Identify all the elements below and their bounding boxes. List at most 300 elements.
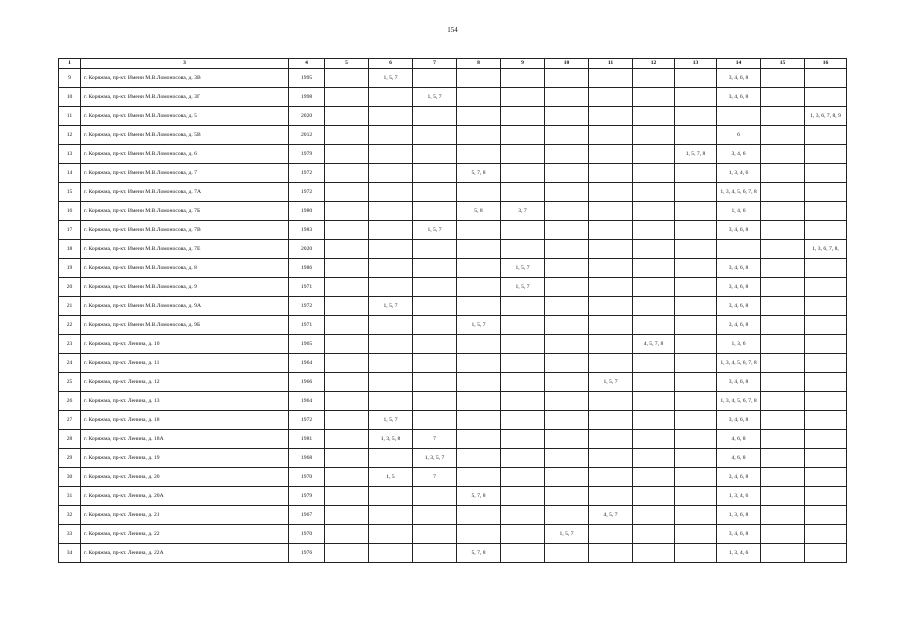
year-cell: 1964: [289, 354, 325, 373]
address-cell: г. Коряжма, пр-кт. Имени М.В.Ломоносова, д. 9: [81, 278, 289, 297]
table-cell: [457, 335, 501, 354]
address-cell: г. Коряжма, пр-кт. Имени М.В.Ломоносова, д. 9А: [81, 297, 289, 316]
table-row: [59, 88, 847, 107]
table-cell: [805, 183, 847, 202]
table-cell: [413, 145, 457, 164]
table-cell: [589, 392, 633, 411]
table-cell: [545, 69, 589, 88]
address-cell: г. Коряжма, пр-кт. Ленина, д. 19: [81, 449, 289, 468]
table-cell: 1, 5, 7: [369, 411, 413, 430]
table-cell: [761, 335, 805, 354]
table-cell: [413, 525, 457, 544]
table-cell: 1, 5, 7: [413, 88, 457, 107]
address-cell: г. Коряжма, пр-кт. Имени М.В.Ломоносова, д. 9Б: [81, 316, 289, 335]
table-cell: [325, 430, 369, 449]
table-cell: [501, 107, 545, 126]
table-cell: [761, 373, 805, 392]
table-cell: [761, 202, 805, 221]
table-row: [59, 430, 847, 449]
table-cell: [325, 88, 369, 107]
table-cell: [633, 430, 675, 449]
row-number-cell: 23: [59, 335, 81, 354]
table-cell: [501, 430, 545, 449]
year-cell: 1981: [289, 430, 325, 449]
table-cell: 3, 4, 6, 8: [717, 373, 761, 392]
column-header: 12: [633, 59, 675, 69]
row-number-cell: 13: [59, 145, 81, 164]
year-cell: 1972: [289, 164, 325, 183]
row-number-cell: 12: [59, 126, 81, 145]
table-cell: [633, 88, 675, 107]
table-cell: [805, 411, 847, 430]
table-cell: [501, 145, 545, 164]
table-cell: 5, 7, 8: [457, 544, 501, 563]
table-cell: [369, 164, 413, 183]
year-cell: 1976: [289, 544, 325, 563]
table-cell: [369, 107, 413, 126]
table-cell: [413, 506, 457, 525]
table-cell: [805, 221, 847, 240]
table-cell: 1, 3, 6: [717, 335, 761, 354]
table-cell: [675, 297, 717, 316]
table-cell: [325, 107, 369, 126]
table-cell: [369, 221, 413, 240]
table-cell: [589, 430, 633, 449]
table-cell: [413, 126, 457, 145]
table-cell: [501, 88, 545, 107]
table-cell: [675, 164, 717, 183]
table-cell: [545, 240, 589, 259]
table-cell: [761, 278, 805, 297]
table-cell: [369, 506, 413, 525]
table-cell: [633, 506, 675, 525]
table-cell: [369, 183, 413, 202]
table-cell: [413, 335, 457, 354]
row-number-cell: 11: [59, 107, 81, 126]
table-cell: [633, 107, 675, 126]
table-cell: [589, 145, 633, 164]
table-cell: 1, 3, 6, 7, 8, 9: [805, 107, 847, 126]
table-cell: [761, 88, 805, 107]
table-cell: [457, 107, 501, 126]
table-row: [59, 126, 847, 145]
table-cell: [545, 88, 589, 107]
table-cell: [805, 164, 847, 183]
table-cell: [633, 411, 675, 430]
table-cell: [413, 354, 457, 373]
year-cell: 1967: [289, 506, 325, 525]
table-cell: [413, 297, 457, 316]
table-cell: [545, 335, 589, 354]
table-cell: [325, 221, 369, 240]
table-row: [59, 69, 847, 88]
table-cell: [675, 126, 717, 145]
table-cell: [501, 126, 545, 145]
column-header: 5: [325, 59, 369, 69]
table-cell: [675, 316, 717, 335]
table-row: [59, 525, 847, 544]
table-cell: [457, 354, 501, 373]
table-cell: [545, 544, 589, 563]
table-cell: [805, 392, 847, 411]
address-cell: г. Коряжма, пр-кт. Имени М.В.Ломоносова, д. 7: [81, 164, 289, 183]
address-cell: г. Коряжма, пр-кт. Ленина, д. 18А: [81, 430, 289, 449]
year-cell: 1970: [289, 468, 325, 487]
table-cell: [589, 354, 633, 373]
table-cell: [325, 145, 369, 164]
address-cell: г. Коряжма, пр-кт. Имени М.В.Ломоносова, д. 7Б: [81, 202, 289, 221]
address-cell: г. Коряжма, пр-кт. Имени М.В.Ломоносова, д. 5: [81, 107, 289, 126]
table-cell: 1, 5, 7, 8: [675, 145, 717, 164]
table-row: [59, 183, 847, 202]
table-cell: [675, 69, 717, 88]
table-cell: [545, 430, 589, 449]
row-number-cell: 29: [59, 449, 81, 468]
row-number-cell: 26: [59, 392, 81, 411]
table-cell: [501, 487, 545, 506]
table-cell: [501, 164, 545, 183]
table-cell: 4, 5, 7, 8: [633, 335, 675, 354]
building-register-table: [58, 58, 847, 563]
table-cell: 1, 3, 5, 7: [413, 449, 457, 468]
table-cell: [675, 506, 717, 525]
table-cell: [545, 145, 589, 164]
column-header: 4: [289, 59, 325, 69]
table-cell: [633, 316, 675, 335]
address-cell: г. Коряжма, пр-кт. Имени М.В.Ломоносова, д. 7А: [81, 183, 289, 202]
table-cell: [457, 468, 501, 487]
table-cell: [761, 354, 805, 373]
year-cell: 1983: [289, 221, 325, 240]
address-cell: г. Коряжма, пр-кт. Имени М.В.Ломоносова, д. 3Г: [81, 88, 289, 107]
table-cell: [545, 126, 589, 145]
table-row: [59, 259, 847, 278]
table-cell: [633, 487, 675, 506]
table-cell: 7: [413, 430, 457, 449]
table-cell: [325, 316, 369, 335]
table-cell: [675, 240, 717, 259]
table-cell: [675, 468, 717, 487]
table-cell: [589, 278, 633, 297]
table-cell: [501, 354, 545, 373]
table-cell: [761, 392, 805, 411]
table-cell: [633, 373, 675, 392]
table-cell: [501, 411, 545, 430]
year-cell: 1979: [289, 145, 325, 164]
table-cell: [325, 354, 369, 373]
table-cell: [413, 259, 457, 278]
table-cell: [369, 392, 413, 411]
table-cell: 3, 4, 6, 8: [717, 221, 761, 240]
table-cell: [457, 525, 501, 544]
table-cell: [633, 525, 675, 544]
table-cell: [369, 240, 413, 259]
column-header: 11: [589, 59, 633, 69]
row-number-cell: 24: [59, 354, 81, 373]
year-cell: 1979: [289, 487, 325, 506]
table-cell: [369, 335, 413, 354]
table-cell: [457, 430, 501, 449]
table-cell: 3, 4, 6, 8: [717, 259, 761, 278]
table-row: [59, 544, 847, 563]
table-cell: 7: [413, 468, 457, 487]
column-header: 9: [501, 59, 545, 69]
table-cell: [717, 107, 761, 126]
table-cell: [675, 335, 717, 354]
table-cell: [325, 449, 369, 468]
table-cell: [761, 487, 805, 506]
row-number-cell: 20: [59, 278, 81, 297]
table-cell: [457, 259, 501, 278]
year-cell: 1986: [289, 259, 325, 278]
table-cell: [761, 430, 805, 449]
table-cell: [805, 316, 847, 335]
table-cell: [761, 411, 805, 430]
table-cell: 1, 3, 6, 8: [717, 506, 761, 525]
address-cell: г. Коряжма, пр-кт. Ленина, д. 13: [81, 392, 289, 411]
table-cell: [633, 126, 675, 145]
table-cell: [761, 468, 805, 487]
table-cell: [413, 411, 457, 430]
year-cell: 1972: [289, 183, 325, 202]
table-cell: 1, 5, 7: [413, 221, 457, 240]
table-body: [59, 69, 847, 563]
table-cell: [761, 145, 805, 164]
table-cell: [325, 278, 369, 297]
table-cell: [589, 221, 633, 240]
table-cell: [369, 145, 413, 164]
address-cell: г. Коряжма, пр-кт. Ленина, д. 21: [81, 506, 289, 525]
table-cell: [545, 468, 589, 487]
table-cell: [325, 259, 369, 278]
table-cell: 3, 4, 6: [717, 145, 761, 164]
table-cell: 6: [717, 126, 761, 145]
table-cell: [325, 544, 369, 563]
table-row: [59, 449, 847, 468]
table-row: [59, 164, 847, 183]
row-number-cell: 30: [59, 468, 81, 487]
table-cell: [457, 278, 501, 297]
table-row: [59, 411, 847, 430]
table-cell: [545, 202, 589, 221]
table-cell: [325, 126, 369, 145]
table-row: [59, 487, 847, 506]
table-cell: [545, 297, 589, 316]
table-cell: [589, 183, 633, 202]
table-cell: [805, 126, 847, 145]
table-cell: [369, 525, 413, 544]
table-cell: [761, 69, 805, 88]
table-cell: [545, 354, 589, 373]
table-cell: [633, 221, 675, 240]
table-cell: [545, 221, 589, 240]
table-cell: [675, 373, 717, 392]
address-cell: г. Коряжма, пр-кт. Ленина, д. 10: [81, 335, 289, 354]
table-cell: [325, 525, 369, 544]
table-cell: [501, 449, 545, 468]
table-cell: [761, 506, 805, 525]
table-cell: [761, 183, 805, 202]
table-cell: [457, 88, 501, 107]
address-cell: г. Коряжма, пр-кт. Имени М.В.Ломоносова, д. 8: [81, 259, 289, 278]
table-cell: [413, 544, 457, 563]
table-cell: [413, 202, 457, 221]
table-row: [59, 335, 847, 354]
table-cell: [805, 259, 847, 278]
table-cell: [805, 468, 847, 487]
table-cell: [761, 126, 805, 145]
table-cell: [805, 373, 847, 392]
table-cell: 1, 3, 4, 6: [717, 164, 761, 183]
row-number-cell: 17: [59, 221, 81, 240]
table-cell: [369, 259, 413, 278]
table-row: [59, 392, 847, 411]
table-cell: [675, 107, 717, 126]
table-cell: [717, 240, 761, 259]
table-cell: [325, 335, 369, 354]
table-cell: 1, 5, 7: [589, 373, 633, 392]
table-cell: 1, 4, 6: [717, 202, 761, 221]
column-header: 16: [805, 59, 847, 69]
table-cell: [545, 373, 589, 392]
table-cell: [501, 221, 545, 240]
table-cell: [413, 487, 457, 506]
column-header: 13: [675, 59, 717, 69]
table-cell: [589, 411, 633, 430]
table-cell: 1, 3, 4, 5, 6, 7, 8: [717, 392, 761, 411]
table-cell: [633, 297, 675, 316]
row-number-cell: 31: [59, 487, 81, 506]
year-cell: 1980: [289, 202, 325, 221]
table-cell: [501, 316, 545, 335]
table-cell: [761, 259, 805, 278]
table-cell: [501, 335, 545, 354]
table-cell: [589, 335, 633, 354]
table-cell: [413, 278, 457, 297]
table-cell: [675, 221, 717, 240]
year-cell: 2020: [289, 107, 325, 126]
year-cell: 1964: [289, 392, 325, 411]
address-cell: г. Коряжма, пр-кт. Имени М.В.Ломоносова, д. 7В: [81, 221, 289, 240]
table-cell: [633, 544, 675, 563]
address-cell: г. Коряжма, пр-кт. Ленина, д. 12: [81, 373, 289, 392]
table-cell: [501, 506, 545, 525]
table-cell: [325, 373, 369, 392]
table-cell: [589, 449, 633, 468]
table-cell: [589, 69, 633, 88]
table-cell: [413, 240, 457, 259]
table-cell: 3, 4, 6, 8: [717, 411, 761, 430]
table-cell: [545, 449, 589, 468]
table-cell: [761, 525, 805, 544]
table-cell: [413, 392, 457, 411]
column-header: 14: [717, 59, 761, 69]
table-cell: [325, 392, 369, 411]
table-cell: [369, 88, 413, 107]
table-row: [59, 506, 847, 525]
column-header: 3: [81, 59, 289, 69]
table-cell: [413, 107, 457, 126]
table-cell: 3, 7: [501, 202, 545, 221]
table-cell: [413, 164, 457, 183]
table-cell: 5, 7, 8: [457, 487, 501, 506]
table-cell: [675, 487, 717, 506]
table-cell: [457, 69, 501, 88]
row-number-cell: 25: [59, 373, 81, 392]
table-cell: [633, 240, 675, 259]
table-cell: [805, 525, 847, 544]
table-cell: 3, 4, 6, 8: [717, 278, 761, 297]
table-cell: [369, 487, 413, 506]
table-cell: [675, 259, 717, 278]
table-cell: 1, 3, 6, 7, 8,: [805, 240, 847, 259]
column-header: 8: [457, 59, 501, 69]
table-cell: [369, 354, 413, 373]
year-cell: 1995: [289, 69, 325, 88]
year-cell: 1966: [289, 373, 325, 392]
table-cell: [369, 316, 413, 335]
table-cell: [633, 145, 675, 164]
table-cell: [545, 506, 589, 525]
table-cell: [457, 126, 501, 145]
row-number-cell: 22: [59, 316, 81, 335]
table-cell: [369, 449, 413, 468]
table-cell: [589, 316, 633, 335]
row-number-cell: 18: [59, 240, 81, 259]
table-cell: [805, 487, 847, 506]
year-cell: 1968: [289, 449, 325, 468]
address-cell: г. Коряжма, пр-кт. Ленина, д. 11: [81, 354, 289, 373]
table-cell: [325, 297, 369, 316]
table-cell: 1, 5, 7: [501, 259, 545, 278]
column-header: 7: [413, 59, 457, 69]
table-cell: [545, 107, 589, 126]
table-cell: [369, 278, 413, 297]
table-cell: [761, 449, 805, 468]
table-cell: [805, 278, 847, 297]
table-cell: [369, 202, 413, 221]
table-cell: 3, 4, 6, 8: [717, 316, 761, 335]
table-cell: 4, 5, 7: [589, 506, 633, 525]
table-cell: [805, 297, 847, 316]
table-cell: [501, 69, 545, 88]
table-cell: 3, 4, 6, 8: [717, 525, 761, 544]
table-row: [59, 373, 847, 392]
table-cell: [325, 468, 369, 487]
table-cell: [805, 354, 847, 373]
table-cell: 1, 3, 5, 8: [369, 430, 413, 449]
table-cell: [457, 411, 501, 430]
table-cell: [325, 183, 369, 202]
table-cell: 4, 6, 8: [717, 430, 761, 449]
table-cell: [545, 487, 589, 506]
table-cell: [457, 506, 501, 525]
table-cell: [589, 126, 633, 145]
table-cell: [545, 259, 589, 278]
table-cell: [761, 316, 805, 335]
table-cell: [545, 183, 589, 202]
table-cell: [501, 297, 545, 316]
column-header: 10: [545, 59, 589, 69]
table-row: [59, 221, 847, 240]
year-cell: 2020: [289, 240, 325, 259]
row-number-cell: 34: [59, 544, 81, 563]
table-cell: [589, 487, 633, 506]
table-cell: [369, 544, 413, 563]
table-cell: [589, 164, 633, 183]
address-cell: г. Коряжма, пр-кт. Ленина, д. 22: [81, 525, 289, 544]
page-number: 154: [447, 26, 458, 34]
